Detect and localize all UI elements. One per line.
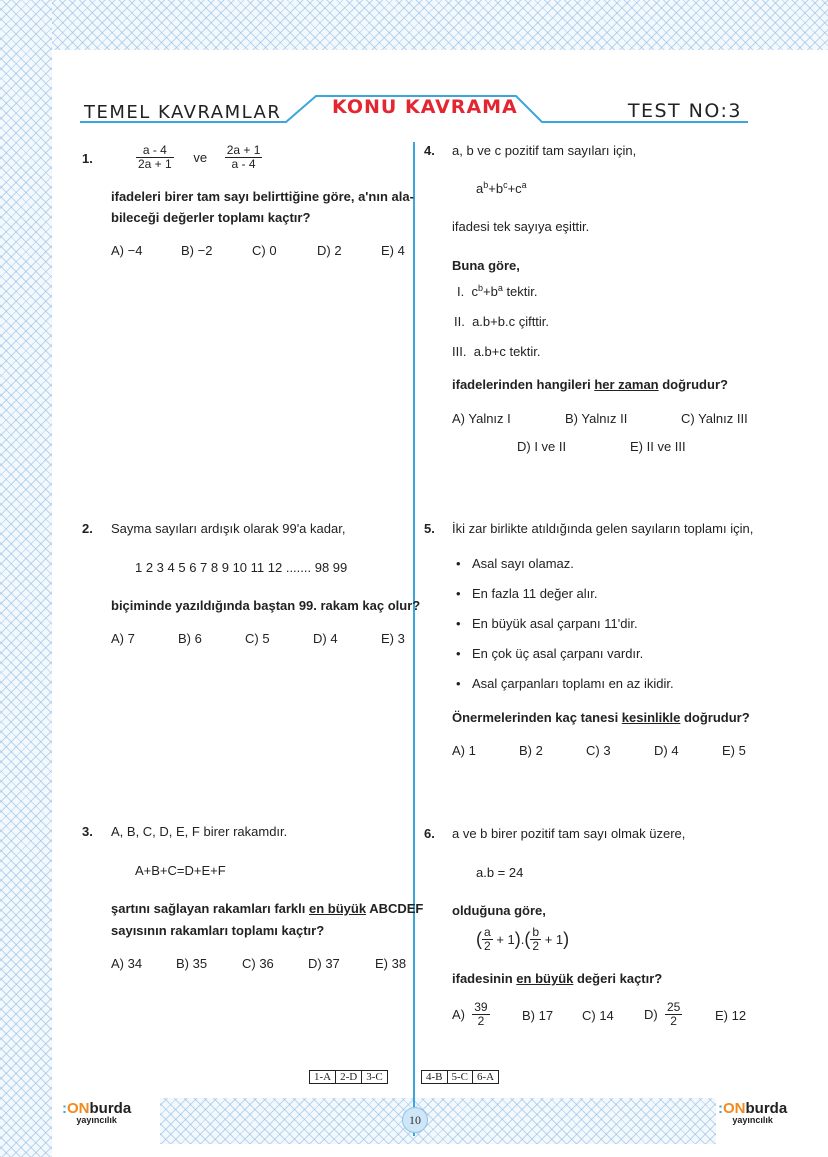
question-text: Önermelerinden kaç tanesi kesinlikle doğrudur? <box>452 710 750 725</box>
page-header <box>80 92 748 128</box>
question-text: ifadesinin en büyük değeri kaçtır? <box>452 971 663 986</box>
page-number: 10 <box>402 1107 428 1133</box>
equation: A+B+C=D+E+F <box>135 863 226 878</box>
fraction: $\frac{a}{2}$ <box>484 925 491 953</box>
option-e[interactable]: E) II ve III <box>630 439 686 454</box>
question-text: ifadelerinden hangileri her zaman doğrudur? <box>452 377 728 392</box>
conjunction: ve <box>193 150 208 165</box>
statement-2: II. a.b+b.c çifttir. <box>454 314 550 329</box>
option-c[interactable]: C) 36 <box>242 956 274 971</box>
column-divider <box>413 142 415 1136</box>
statement-1: I. $c^b+b^a$ tektir. <box>457 283 538 299</box>
question-text: ifadesi tek sayıya eşittir. <box>452 219 590 234</box>
question-text: Buna göre, <box>452 258 520 273</box>
question-text: İki zar birlikte atıldığında gelen sayıların toplamı için, <box>452 521 754 536</box>
option-c[interactable]: C) Yalnız III <box>681 411 748 426</box>
question-text: bileceği değerler toplamı kaçtır? <box>111 210 311 225</box>
left-pattern-band <box>0 0 52 1157</box>
expression: $a^b+b^c+c^a$ <box>476 180 527 196</box>
question-number: 2. <box>82 521 93 536</box>
brand-logo-right: :ONburda yayıncılık <box>718 1100 788 1125</box>
option-e[interactable]: E) 4 <box>381 243 405 258</box>
equation: a.b = 24 <box>476 865 524 880</box>
answer-key-item: 2-D <box>336 1071 362 1083</box>
option-a[interactable]: A) −4 <box>111 243 143 258</box>
option-d[interactable]: D) I ve II <box>517 439 567 454</box>
bottom-pattern-band <box>160 1098 716 1144</box>
statement-3: III. a.b+c tektir. <box>452 344 541 359</box>
answer-key-right <box>421 1070 499 1084</box>
bullet-item: • En büyük asal çarpanı 11'dir. <box>472 616 638 631</box>
answer-key-item: 3-C <box>366 1071 383 1083</box>
q1-expressions <box>136 144 262 171</box>
option-a[interactable]: A) 7 <box>111 631 135 646</box>
option-b[interactable]: B) 35 <box>176 956 208 971</box>
option-e[interactable]: E) 38 <box>375 956 407 971</box>
option-c[interactable]: C) 14 <box>582 1008 614 1023</box>
option-c[interactable]: C) 0 <box>252 243 277 258</box>
question-number: 1. <box>82 151 93 166</box>
option-b[interactable]: B) 17 <box>522 1008 554 1023</box>
bullet-item: • En çok üç asal çarpanı vardır. <box>472 646 643 661</box>
question-text: ifadeleri birer tam sayı belirttiğine göre, a'nın ala- <box>111 189 414 204</box>
option-c[interactable]: C) 5 <box>245 631 270 646</box>
option-b[interactable]: B) 2 <box>519 743 543 758</box>
option-a[interactable]: A) 1 <box>452 743 476 758</box>
option-b[interactable]: B) 6 <box>178 631 202 646</box>
option-d[interactable]: D) 4 <box>654 743 679 758</box>
answer-key-item: 1-A <box>310 1071 336 1083</box>
answer-key-item: 4-B <box>422 1071 448 1083</box>
option-c[interactable]: C) 3 <box>586 743 611 758</box>
option-a[interactable]: A) Yalnız I <box>452 411 511 426</box>
fraction: $\frac{a - 4}{2a + 1}$ <box>138 143 172 171</box>
expression: ( $\frac{a}{2}$ + 1).( $\frac{b}{2}$ + 1) <box>476 925 570 953</box>
question-number: 5. <box>424 521 435 536</box>
answer-key-item: 6-A <box>477 1071 495 1083</box>
option-d[interactable]: D) 2 <box>317 243 342 258</box>
bullet-item: • En fazla 11 değer alır. <box>472 586 598 601</box>
question-text: a, b ve c pozitif tam sayıları için, <box>452 143 637 158</box>
question-text: biçiminde yazıldığında baştan 99. rakam kaç olur? <box>111 598 421 613</box>
question-number: 3. <box>82 824 93 839</box>
test-number: TEST NO:3 <box>627 100 742 122</box>
option-b[interactable]: B) −2 <box>181 243 213 258</box>
option-e[interactable]: E) 5 <box>722 743 746 758</box>
option-e[interactable]: E) 12 <box>715 1008 747 1023</box>
top-pattern-band <box>0 0 828 50</box>
option-d[interactable]: D) $\frac{25}{2}$ <box>644 1000 681 1028</box>
section-title: TEMEL KAVRAMLAR <box>84 102 282 123</box>
bullet-item: • Asal çarpanları toplamı en az ikidir. <box>472 676 674 691</box>
option-e[interactable]: E) 3 <box>381 631 405 646</box>
option-d[interactable]: D) 4 <box>313 631 338 646</box>
question-text: A, B, C, D, E, F birer rakamdır. <box>111 824 288 839</box>
brand-logo-left: :ONburda yayıncılık <box>62 1100 132 1125</box>
question-text: olduğuna göre, <box>452 903 546 918</box>
answer-key-left <box>309 1070 388 1084</box>
page-title: KONU KAVRAMA <box>332 96 518 118</box>
option-d[interactable]: D) 37 <box>308 956 340 971</box>
option-a[interactable]: A) $\frac{39}{2}$ <box>452 1000 488 1028</box>
option-a[interactable]: A) 34 <box>111 956 143 971</box>
answer-key-item: 5-C <box>448 1071 474 1083</box>
option-b[interactable]: B) Yalnız II <box>565 411 628 426</box>
fraction: $\frac{b}{2}$ <box>532 925 540 953</box>
question-text: şartını sağlayan rakamları farklı en büyük ABCDEF <box>111 901 424 916</box>
fraction: $\frac{2a + 1}{a - 4}$ <box>226 143 261 171</box>
question-text: a ve b birer pozitif tam sayı olmak üzere, <box>452 826 686 841</box>
bullet-item: • Asal sayı olamaz. <box>472 556 574 571</box>
number-sequence: 1 2 3 4 5 6 7 8 9 10 11 12 ....... 98 99 <box>135 560 348 575</box>
question-text: sayısının rakamları toplamı kaçtır? <box>111 923 325 938</box>
question-number: 4. <box>424 143 435 158</box>
question-number: 6. <box>424 826 435 841</box>
question-text: Sayma sayıları ardışık olarak 99'a kadar, <box>111 521 346 536</box>
